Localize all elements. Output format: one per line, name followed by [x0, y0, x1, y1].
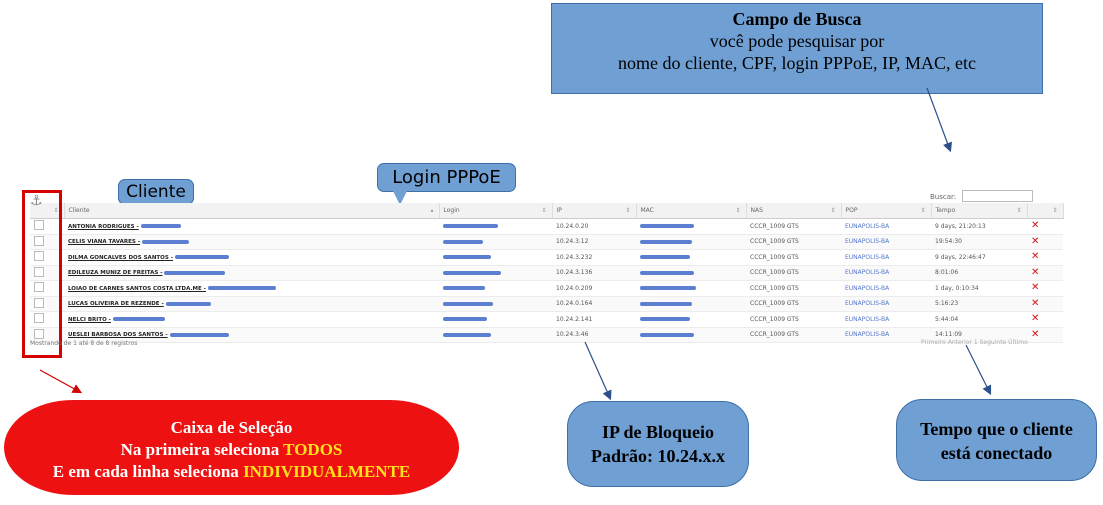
- sort-icon[interactable]: ⇕: [1016, 207, 1022, 214]
- pagination[interactable]: Primeiro Anterior 1 Seguinte Último: [921, 339, 1028, 346]
- sort-icon[interactable]: ⇕: [735, 207, 741, 214]
- tempo-cell: 9 days, 22:46:47: [931, 250, 1027, 266]
- client-name[interactable]: ANTONIA RODRIGUES -: [68, 223, 139, 230]
- client-name[interactable]: UESLEI BARBOSA DOS SANTOS -: [68, 332, 168, 339]
- tempo-callout-line1: Tempo que o cliente: [920, 419, 1073, 439]
- selection-arrow: [40, 370, 80, 392]
- pop-cell[interactable]: EUNAPOLIS-BA: [841, 296, 931, 312]
- search-callout-title: Campo de Busca: [732, 9, 862, 29]
- ip-callout-line1: IP de Bloqueio: [601, 422, 715, 442]
- tempo-cell: 9 days, 21:20:13: [931, 219, 1027, 235]
- sort-icon[interactable]: ⇕: [1052, 207, 1058, 214]
- ip-cell: 10.24.0.164: [552, 296, 636, 312]
- tempo-callout-line2: está conectado: [940, 443, 1053, 463]
- nas-cell: CCCR_1009 GTS: [746, 219, 841, 235]
- sort-icon[interactable]: ⇕: [625, 207, 631, 214]
- pop-cell[interactable]: EUNAPOLIS-BA: [841, 219, 931, 235]
- pop-cell[interactable]: EUNAPOLIS-BA: [841, 265, 931, 281]
- nas-cell: CCCR_1009 GTS: [746, 250, 841, 266]
- cliente-callout: Cliente: [118, 179, 194, 205]
- ip-cell: 10.24.3.232: [552, 250, 636, 266]
- close-icon[interactable]: ✕: [1031, 251, 1040, 263]
- ip-arrow: [585, 342, 610, 398]
- sort-asc-icon[interactable]: ▴: [430, 207, 434, 214]
- client-name[interactable]: NELCI BRITO -: [68, 316, 111, 323]
- client-name[interactable]: LUCAS OLIVEIRA DE REZENDE -: [68, 301, 164, 308]
- ip-cell: 10.24.0.20: [552, 219, 636, 235]
- tempo-cell: 1 day, 0:10:34: [931, 281, 1027, 297]
- tempo-cell: 5:16:23: [931, 296, 1027, 312]
- tempo-arrow: [966, 345, 990, 393]
- close-icon[interactable]: ✕: [1031, 328, 1040, 340]
- tempo-cell: 14:11:09: [931, 327, 1027, 343]
- pop-cell[interactable]: EUNAPOLIS-BA: [841, 312, 931, 328]
- client-name[interactable]: EDILEUZA MUNIZ DE FREITAS -: [68, 270, 163, 277]
- tempo-cell: 5:44:04: [931, 312, 1027, 328]
- table-info: Mostrando de 1 até 8 de 8 registros: [30, 340, 138, 347]
- selection-callout-line1: Caixa de Seleção: [170, 418, 293, 437]
- column-header-pop[interactable]: POP ⇕: [841, 203, 931, 219]
- close-icon[interactable]: ✕: [1031, 313, 1040, 325]
- nas-cell: CCCR_1009 GTS: [746, 265, 841, 281]
- column-header-login[interactable]: Login ⇕: [439, 203, 552, 219]
- nas-cell: CCCR_1009 GTS: [746, 312, 841, 328]
- ip-cell: 10.24.0.209: [552, 281, 636, 297]
- client-name[interactable]: DILMA GONCALVES DOS SANTOS -: [68, 254, 174, 261]
- search-label: Buscar:: [930, 193, 957, 201]
- ip-cell: 10.24.3.12: [552, 234, 636, 250]
- column-header-tempo[interactable]: Tempo ⇕: [931, 203, 1027, 219]
- search-callout-line2: nome do cliente, CPF, login PPPoE, IP, MAC, etc: [617, 53, 977, 73]
- pop-cell[interactable]: EUNAPOLIS-BA: [841, 281, 931, 297]
- selection-callout-line3: E em cada linha seleciona INDIVIDUALMENTE: [52, 462, 411, 481]
- ip-callout-line2: Padrão: 10.24.x.x: [591, 446, 725, 466]
- sort-icon[interactable]: ⇕: [830, 207, 836, 214]
- sort-icon[interactable]: ⇕: [920, 207, 926, 214]
- close-icon[interactable]: ✕: [1031, 297, 1040, 309]
- column-header-nas[interactable]: NAS ⇕: [746, 203, 841, 219]
- nas-cell: CCCR_1009 GTS: [746, 234, 841, 250]
- ip-cell: 10.24.3.136: [552, 265, 636, 281]
- ip-cell: 10.24.3.46: [552, 327, 636, 343]
- close-icon[interactable]: ✕: [1031, 220, 1040, 232]
- nas-cell: CCCR_1009 GTS: [746, 281, 841, 297]
- column-header-cliente[interactable]: Cliente ▴: [64, 203, 439, 219]
- nas-cell: CCCR_1009 GTS: [746, 327, 841, 343]
- nas-cell: CCCR_1009 GTS: [746, 296, 841, 312]
- tempo-cell: 8:01:06: [931, 265, 1027, 281]
- client-name[interactable]: LOIAO DE CARNES SANTOS COSTA LTDA.ME -: [68, 285, 206, 292]
- selection-callout-line2: Na primeira seleciona TODOS: [120, 440, 343, 459]
- search-callout-line1: você pode pesquisar por: [709, 31, 885, 51]
- sort-icon[interactable]: ⇕: [541, 207, 547, 214]
- ip-cell: 10.24.2.141: [552, 312, 636, 328]
- sort-icon[interactable]: ⇕: [53, 207, 59, 214]
- search-arrow: [927, 88, 950, 150]
- tempo-cell: 19:54:30: [931, 234, 1027, 250]
- column-header-mac[interactable]: MAC ⇕: [636, 203, 746, 219]
- client-name[interactable]: CELIS VIANA TAVARES -: [68, 239, 141, 246]
- pop-cell[interactable]: EUNAPOLIS-BA: [841, 327, 931, 343]
- pop-cell[interactable]: EUNAPOLIS-BA: [841, 234, 931, 250]
- close-icon[interactable]: ✕: [1031, 235, 1040, 247]
- pop-cell[interactable]: EUNAPOLIS-BA: [841, 250, 931, 266]
- column-header-ip[interactable]: IP ⇕: [552, 203, 636, 219]
- close-icon[interactable]: ✕: [1031, 266, 1040, 278]
- close-icon[interactable]: ✕: [1031, 282, 1040, 294]
- login-callout: Login PPPoE: [377, 163, 516, 192]
- anchor-icon[interactable]: ⚓: [30, 193, 43, 209]
